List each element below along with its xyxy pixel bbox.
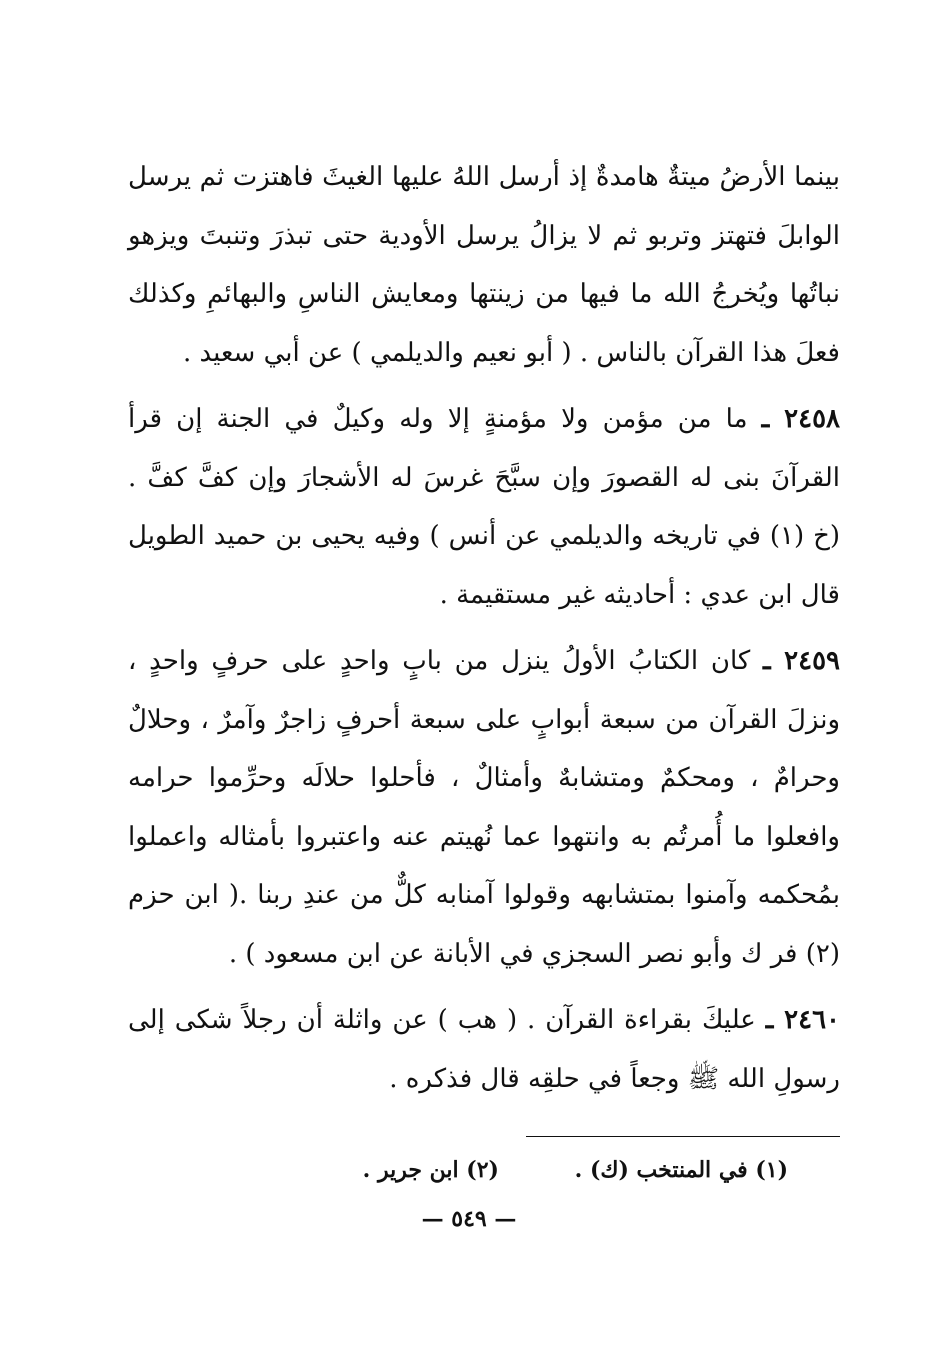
hadith-number: ٢٤٥٩ ـ bbox=[763, 646, 841, 676]
paragraph-hadith-2458 bbox=[128, 390, 840, 624]
footnote-1: (١) في المنتخب (ك) . bbox=[574, 1157, 788, 1183]
footnotes bbox=[363, 1152, 788, 1188]
paragraph-text: عليكَ بقراءة القرآن . ( هب ) عن واثلة أن رجلاً شكى إلى رسولِ الله ﷺ وجعاً في حلقِه قال فذكره . bbox=[128, 1005, 840, 1094]
body-text bbox=[128, 148, 840, 1116]
paragraph-text: بينما الأرضُ ميتةٌ هامدةٌ إذ أرسل اللهُ عليها الغيثَ فاهتزت ثم يرسل الوابلَ فتهتز وتربو ثم لا يزالُ يرسل الأودية حتى تبذرَ وتنبتَ ويزهو نباتُها ويُخرجُ الله ما فيها من زينتها ومعايش الناسِ والبهائمِ وكذلك فعلَ هذا القرآن بالناس . ( أبو نعيم والديلمي ) عن أبي سعيد . bbox=[128, 162, 840, 368]
paragraph-hadith-2459 bbox=[128, 632, 840, 983]
footnote-divider bbox=[526, 1136, 840, 1137]
paragraph-intro bbox=[128, 148, 840, 382]
paragraph-text: كان الكتابُ الأولُ ينزل من بابٍ واحدٍ على حرفٍ واحدٍ ، ونزلَ القرآن من سبعة أبوابٍ على سبعة أحرفٍ زاجرٌ وآمرٌ ، وحلالٌ وحرامٌ ، ومحكمٌ ومتشابهٌ وأمثالٌ ، فأحلوا حلالَه وحرِّموا حرامه وافعلوا ما أُمرتُم به وانتهوا عما نُهيتم عنه واعتبروا بأمثاله واعملوا بمُحكمه وآمنوا بمتشابهه وقولوا آمنابه كلٌّ من عندِ ربنا .( ابن حزم (٢) فر ك وأبو نصر السجزي في الأبانة عن ابن مسعود ) . bbox=[128, 646, 840, 969]
hadith-number: ٢٤٥٨ ـ bbox=[761, 404, 841, 434]
paragraph-text: ما من مؤمن ولا مؤمنةٍ إلا وله وكيلٌ في الجنة إن قرأ القرآنَ بنى له القصورَ وإن سبَّحَ غرسَ له الأشجارَ وإن كفَّ كفَّ . (خ (١) في تاريخه والديلمي عن أنس ) وفيه يحيى بن حميد الطويل قال ابن عدي : أحاديثه غير مستقيمة . bbox=[128, 404, 840, 610]
footnote-2: (٢) ابن جرير . bbox=[362, 1157, 499, 1183]
paragraph-hadith-2460 bbox=[128, 991, 840, 1108]
page-number: — ٥٤٩ — bbox=[421, 1206, 517, 1232]
hadith-number: ٢٤٦٠ ـ bbox=[765, 1005, 840, 1035]
